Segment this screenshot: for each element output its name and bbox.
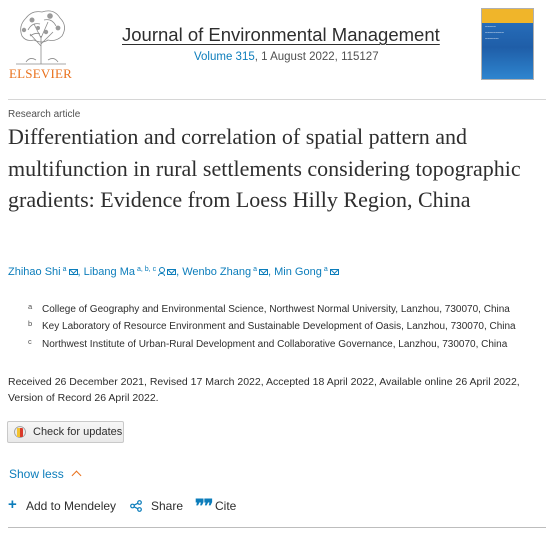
crossmark-icon xyxy=(14,426,26,439)
share-label: Share xyxy=(151,499,184,513)
volume-link[interactable]: Volume 315 xyxy=(194,51,255,63)
envelope-icon[interactable] xyxy=(330,269,339,275)
affiliation-letter: b xyxy=(28,319,33,328)
envelope-icon[interactable] xyxy=(69,269,78,275)
journal-header xyxy=(0,0,554,96)
plus-icon: + xyxy=(8,496,17,513)
person-icon[interactable] xyxy=(158,267,165,275)
affiliation-letter: a xyxy=(28,302,33,311)
issue-info xyxy=(194,51,379,63)
add-to-mendeley-label: Add to Mendeley xyxy=(26,499,117,513)
show-less-label: Show less xyxy=(9,467,64,481)
affiliation-text: Northwest Institute of Urban-Rural Development and Collaborative Governance, Lanzhou, 730070, China xyxy=(42,339,508,350)
author-link[interactable]: Libang Ma xyxy=(83,266,135,278)
article-title: Differentiation and correlation of spatial pattern and multifunction in rural settlements considering topographic gradients: Evidence from Loess Hilly Region, China xyxy=(8,124,521,212)
divider xyxy=(8,527,546,528)
check-for-updates-button[interactable] xyxy=(7,421,124,443)
issue-details: , 1 August 2022, 115127 xyxy=(254,51,379,63)
envelope-icon[interactable] xyxy=(167,269,176,275)
share-icon xyxy=(130,500,142,512)
author-affiliation-marker[interactable]: a xyxy=(323,266,328,273)
author-link[interactable]: Zhihao Shi xyxy=(8,266,61,278)
article-history-dates: Received 26 December 2021, Revised 17 March 2022, Accepted 18 April 2022, Available online 26 April 2022, Version of Record 26 April 2022. xyxy=(8,376,520,404)
affiliation-text: College of Geography and Environmental Science, Northwest Normal University, Lanzhou, 730070, China xyxy=(42,304,510,315)
quote-icon: ❞❞ xyxy=(195,496,213,516)
article-type: Research article xyxy=(8,109,81,120)
cover-band xyxy=(482,9,533,23)
journal-title-link[interactable]: Journal of Environmental Management xyxy=(122,24,440,45)
author-link[interactable]: Wenbo Zhang xyxy=(182,266,252,278)
divider xyxy=(8,99,546,100)
affiliation-letter: c xyxy=(28,337,32,346)
author-affiliation-marker[interactable]: a xyxy=(253,266,258,273)
journal-cover-thumbnail[interactable] xyxy=(481,8,534,80)
cite-label: Cite xyxy=(215,499,237,513)
check-for-updates-label: Check for updates xyxy=(33,426,123,438)
show-less-toggle[interactable] xyxy=(9,467,80,481)
chevron-up-icon xyxy=(71,471,81,481)
author-affiliation-marker[interactable]: a xyxy=(62,266,67,273)
author-affiliation-marker[interactable]: a, b, c xyxy=(137,266,157,273)
cover-title-art: ~~~~ ~~~~~~~ ~~~~~ xyxy=(485,25,504,42)
publisher-name: ELSEVIER xyxy=(9,66,72,81)
author-list: Zhihao Shi $^a$ , Libang Ma $^{a, b, c}$ , Wenbo Zhang $^a$ , Min Gong $^a$ xyxy=(8,266,339,278)
affiliation-text: Key Laboratory of Resource Environment and Sustainable Development of Oasis, Lanzhou, 730070, China xyxy=(42,321,516,332)
author-link[interactable]: Min Gong xyxy=(274,266,322,278)
envelope-icon[interactable] xyxy=(259,269,268,275)
